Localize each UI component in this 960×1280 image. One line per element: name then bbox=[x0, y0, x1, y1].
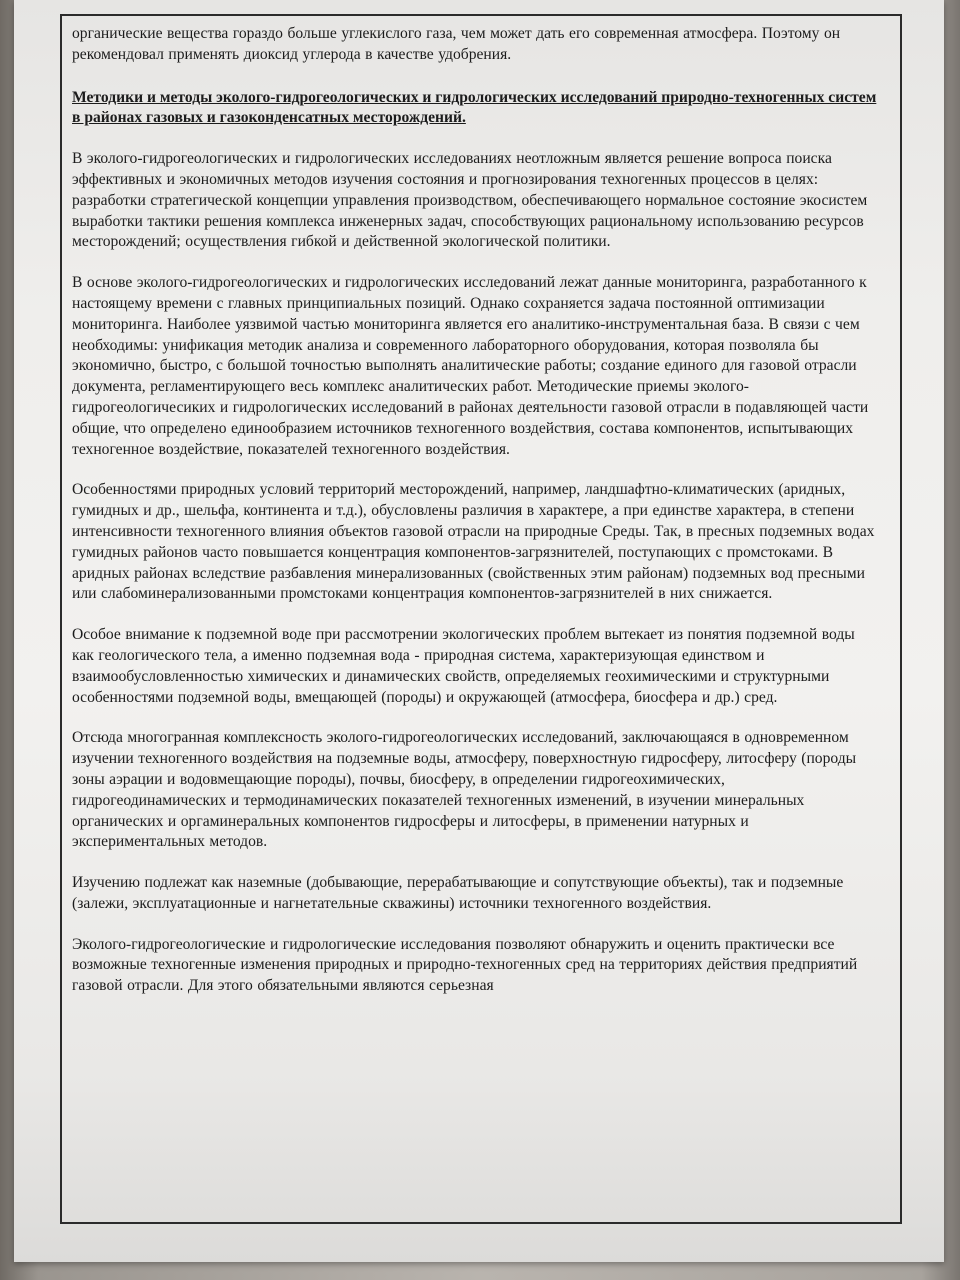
paragraph-7: Эколого-гидрогеологические и гидрологические исследования позволяют обнаружить и оценить практически все возможные техногенные изменения природных и природно-техногенных сред на территориях действия предприятий газовой отрасли. Для этого обязательными являются серьезная bbox=[72, 935, 858, 995]
paragraph-2: В основе эколого-гидрогеологических и гидрологических исследований лежат данные мониторинга, разработанного к настоящему времени с главных принципиальных позиций. Однако сохраняется задача постоянной оптимизации мониторинга. Наиболее уязвимой частью мониторинга является его аналитико-инструментальная база. В связи с чем необходимы: унификация методик анализа и современного лабораторного оборудования, которая позволяла бы экономично, быстро, с большой точностью выполнять аналитические работы; создание единого для газовой отрасли документа, регламентирующего весь комплекс аналитических работ. Методические приемы эколого-гидрогеологичесиких и гидрологических исследований в районах деятельности газовой отрасли в подавляющей части общие, что определено единообразием источников техногенного воздействия, состава компонентов, испытывающих техногенное воздействие, показателей техногенного воздействия. bbox=[72, 274, 869, 458]
intro-paragraph: органические вещества гораздо больше углекислого газа, чем может дать его современная атмосфера. Поэтому он рекомендовал применять диоксид углерода в качестве удобрения. bbox=[72, 25, 841, 63]
document-body bbox=[72, 24, 880, 1017]
section-heading: Методики и методы эколого-гидрогеологических и гидрологических исследований природно-техногенных систем в районах газовых и газоконденсатных месторождений. bbox=[72, 88, 877, 127]
paragraph-1: В эколого-гидрогеологических и гидрологических исследованиях неотложным является решение вопроса поиска эффективных и экономичных методов изучения состояния и прогнозирования техногенных процессов в целях: разработки стратегической концепции управления производством, обеспечивающего нормальное состояние экосистем выработки тактики решения комплекса инженерных задач, способствующих рациональному использованию ресурсов месторождений; осуществления гибкой и действенной экологической политики. bbox=[72, 150, 868, 251]
paragraph-3: Особенностями природных условий территорий месторождений, например, ландшафтно-климатических (аридных, гумидных и др., шельфа, континента и т.д.), обусловлены различия в характере, а при единстве характера, в степени интенсивности техногенного влияния объектов газовой отрасли на природные Среды. Так, в пресных подземных водах гумидных районов часто повышается концентрация компонентов-загрязнителей, поступающих с промстоками. В аридных районах вследствие разбавления минерализованных (свойственных этим районам) подземных вод пресными или слабоминерализованными промстоками концентрация компонентов-загрязнителей в них снижается. bbox=[72, 481, 875, 603]
paragraph-5: Отсюда многогранная комплексность эколого-гидрогеологических исследований, заключающаяся в одновременном изучении техногенного воздействия на подземные воды, атмосферу, поверхностную гидросферу, литосферу (породы зоны аэрации и водовмещающие породы), почвы, биосферу, в определении гидрогеохимических, гидрогеодинамических и термодинамических показателей техногенных изменений, в изучении минеральных органических и оргаминеральных компонентов гидросферы и литосферы, в применении натурных и экспериментальных методов. bbox=[72, 729, 857, 851]
paragraph-4: Особое внимание к подземной воде при рассмотрении экологических проблем вытекает из понятия подземной воды как геологического тела, а именно подземная вода - природная система, характеризующая единством и взаимообусловленностью химических и динамических свойств, определяемых геохимическими и структурными особенностями подземной воды, вмещающей (породы) и окружающей (атмосфера, биосфера и др.) сред. bbox=[72, 626, 855, 706]
paragraph-6: Изучению подлежат как наземные (добывающие, перерабатывающие и сопутствующие объекты), так и подземные (залежи, эксплуатационные и нагнетательные скважины) источники техногенного воздействия. bbox=[72, 874, 844, 912]
